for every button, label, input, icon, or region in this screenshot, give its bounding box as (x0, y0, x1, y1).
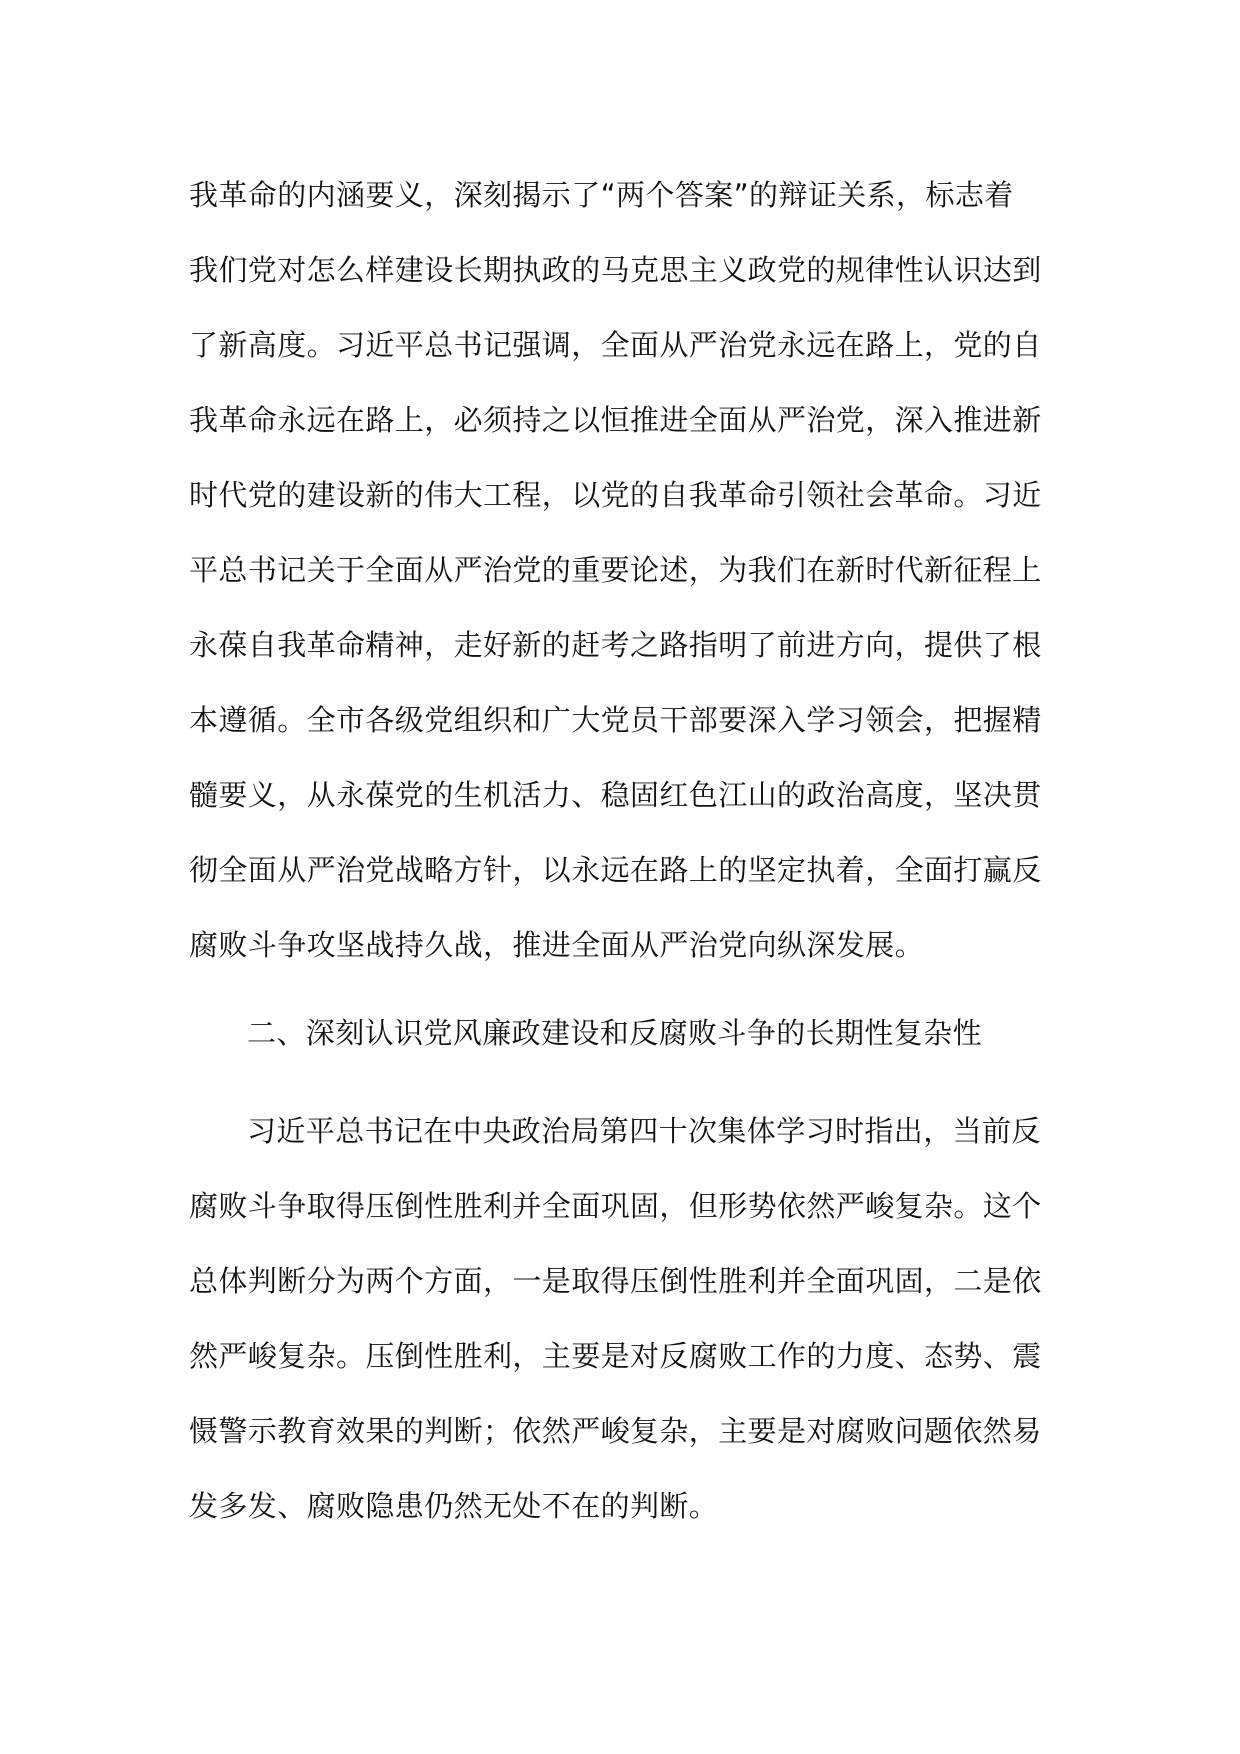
text-line: 平总书记关于全面从严治党的重要论述，为我们在新时代新征程上 (189, 553, 1042, 587)
heading-line: 二、深刻认识党风廉政建设和反腐败斗争的长期性复杂性 (247, 1016, 983, 1050)
paragraph-1 (189, 158, 1059, 983)
text-line: 我革命永远在路上，必须持之以恒推进全面从严治党，深入推进新 (189, 403, 1042, 437)
text-line: 本遵循。全市各级党组织和广大党员干部要深入学习领会，把握精 (189, 703, 1042, 737)
section-heading (189, 996, 1059, 1071)
text-line: 了新高度。习近平总书记强调，全面从严治党永远在路上，党的自 (189, 328, 1042, 362)
text-line: 我们党对怎么样建设长期执政的马克思主义政党的规律性认识达到 (189, 253, 1042, 287)
text-line: 我革命的内涵要义，深刻揭示了“两个答案”的辩证关系，标志着 (189, 178, 1014, 212)
text-line: 总体判断分为两个方面，一是取得压倒性胜利并全面巩固，二是依 (189, 1264, 1042, 1298)
text-line: 时代党的建设新的伟大工程，以党的自我革命引领社会革命。习近 (189, 478, 1042, 512)
text-line: 腐败斗争攻坚战持久战，推进全面从严治党向纵深发展。 (189, 928, 925, 962)
paragraph-2 (189, 1094, 1059, 1544)
text-line: 习近平总书记在中央政治局第四十次集体学习时指出，当前反 (247, 1114, 1041, 1148)
text-line: 发多发、腐败隐患仍然无处不在的判断。 (189, 1489, 719, 1523)
text-line: 腐败斗争取得压倒性胜利并全面巩固，但形势依然严峻复杂。这个 (189, 1189, 1042, 1223)
text-line: 彻全面从严治党战略方针，以永远在路上的坚定执着，全面打赢反 (189, 853, 1042, 887)
text-line: 慑警示教育效果的判断；依然严峻复杂，主要是对腐败问题依然易 (189, 1414, 1042, 1448)
text-line: 永葆自我革命精神，走好新的赶考之路指明了前进方向，提供了根 (189, 628, 1042, 662)
text-line: 髓要义，从永葆党的生机活力、稳固红色江山的政治高度，坚决贯 (189, 778, 1042, 812)
text-line: 然严峻复杂。压倒性胜利，主要是对反腐败工作的力度、态势、震 (189, 1339, 1042, 1373)
